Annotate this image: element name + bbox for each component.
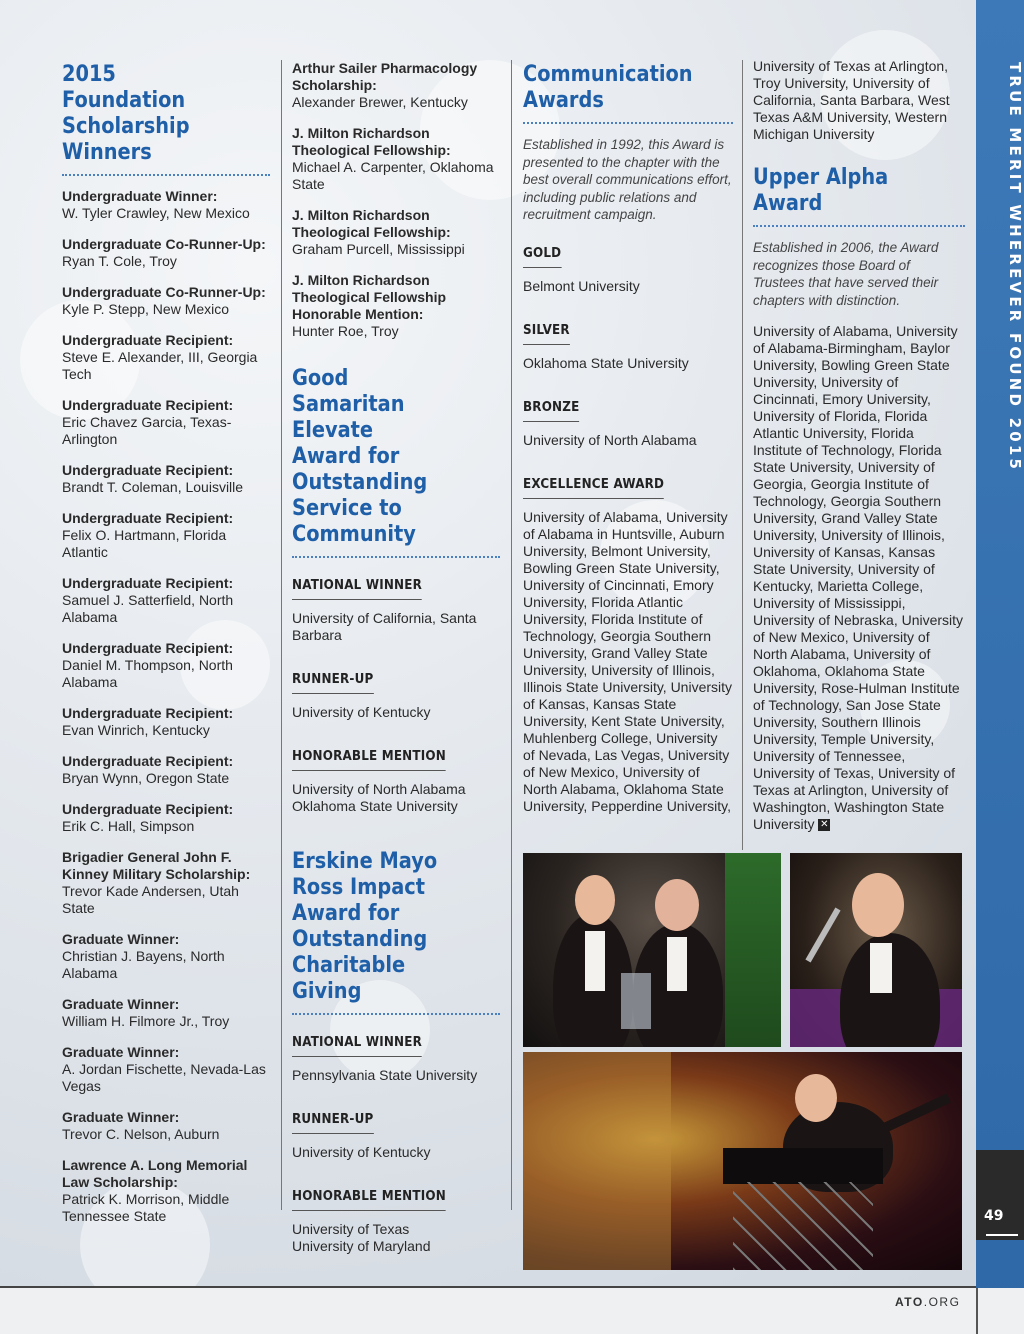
photo-trophy — [621, 973, 651, 1029]
list-item: Undergraduate Recipient: Bryan Wynn, Oregon State — [62, 753, 234, 786]
excellence-value: University of Alabama, University of Alabama in Huntsville, Auburn University, Belmont University, Bowling Green State University, University of Cincinnati, Emory University, Florida Atlantic University, Florida Institute of Technology, Georgia Southern University, Grand Valley State University, University of Illinois, Illinois State University, University of Kansas, Kansas State University, Kent State University, Muhlenberg College, University of Nevada, Las Vegas, University of New Mexico, University of North Alabama, Oklahoma State University, Pepperdine University, — [523, 508, 733, 814]
footer-divider-vertical — [976, 1288, 978, 1334]
list-item: Undergraduate Recipient: Eric Chavez Garcia, Texas-Arlington — [62, 397, 234, 447]
list-item: J. Milton Richardson Theological Fellowship: Michael A. Carpenter, Oklahoma State — [292, 125, 494, 192]
heading-divider — [62, 174, 270, 176]
national-winner-label: NATIONAL WINNER — [292, 578, 422, 600]
ato-end-mark-icon: ✕ — [820, 819, 829, 831]
photo-face — [655, 879, 699, 931]
heading-divider — [523, 122, 733, 124]
list-item: Undergraduate Recipient: Steve E. Alexander, III, Georgia Tech — [62, 332, 258, 382]
upper-alpha-intro: Established in 2006, the Award recognizes those Board of Trustees that have served their chapters with distinction. — [753, 240, 939, 308]
footer-brand — [895, 1295, 960, 1309]
sidebar-page-block — [976, 1150, 1024, 1240]
national-winner-label: NATIONAL WINNER — [292, 1035, 422, 1057]
photo-shirt — [870, 943, 892, 993]
honorable-mention-label: HONORABLE MENTION — [292, 749, 446, 771]
national-winner-value: Pennsylvania State University — [292, 1067, 478, 1083]
honorable-mention-value: University of Maryland — [292, 1238, 431, 1254]
scholarship-list — [62, 188, 270, 1225]
column-communication — [523, 58, 733, 815]
honorable-mention-value: University of Texas — [292, 1221, 410, 1237]
list-item: Brigadier General John F. Kinney Military Scholarship: Trevor Kade Andersen, Utah State — [62, 849, 251, 916]
column-divider — [511, 60, 512, 1210]
list-item: Graduate Winner: A. Jordan Fischette, Nevada-Las Vegas — [62, 1044, 266, 1094]
column-divider — [742, 60, 743, 850]
list-item: Undergraduate Winner: W. Tyler Crawley, New Mexico — [62, 188, 250, 221]
photo-color-band — [725, 853, 781, 1047]
national-winner-value: University of California, Santa Barbara — [292, 610, 477, 643]
communication-heading: Communication Awards — [523, 62, 693, 113]
list-item: Undergraduate Recipient: Samuel J. Satterfield, North Alabama — [62, 575, 234, 625]
photo-truss — [733, 1182, 873, 1270]
runner-up-label: RUNNER-UP — [292, 1112, 373, 1134]
list-item: J. Milton Richardson Theological Fellowship: Graham Purcell, Mississippi — [292, 207, 465, 257]
upper-alpha-list — [753, 323, 965, 833]
footer-brand-rest: .ORG — [923, 1295, 961, 1309]
heading-divider — [753, 225, 965, 227]
gold-value: Belmont University — [523, 277, 640, 294]
column-divider — [281, 60, 282, 1210]
excellence-label: EXCELLENCE AWARD — [523, 477, 664, 499]
sidebar-title: TRUE MERIT WHEREVER FOUND 2015 — [1006, 62, 1024, 473]
bronze-value: University of North Alabama — [523, 431, 697, 448]
list-item: Undergraduate Recipient: Brandt T. Coleman, Louisville — [62, 462, 244, 495]
column-scholarship — [62, 58, 270, 1239]
list-item: Graduate Winner: Trevor C. Nelson, Auburn — [62, 1109, 220, 1142]
photo-shirt — [667, 937, 687, 991]
scholarship-heading: 2015 Foundation Scholarship Winners — [62, 62, 190, 165]
photo-microphone — [805, 908, 840, 963]
excellence-continued: University of Texas at Arlington, Troy University, University of California, Santa Barbara, West Texas A&M University, Western Michigan University — [753, 58, 950, 142]
good-samaritan-heading: Good Samaritan Elevate Award for Outstanding Service to Community — [292, 366, 428, 547]
footer-brand-bold: ATO — [895, 1295, 924, 1309]
list-item: Undergraduate Recipient: Felix O. Hartmann, Florida Atlantic — [62, 510, 234, 560]
list-item: Graduate Winner: Christian J. Bayens, North Alabama — [62, 931, 225, 981]
silver-label: SILVER — [523, 323, 570, 345]
photo-podium — [723, 1148, 883, 1184]
photo-face — [852, 873, 904, 937]
column-awards-1 — [292, 60, 500, 1255]
page-number-underline — [986, 1234, 1018, 1236]
heading-divider — [292, 1013, 500, 1015]
list-item: Lawrence A. Long Memorial Law Scholarship: Patrick K. Morrison, Middle Tennessee State — [62, 1157, 248, 1224]
runner-up-label: RUNNER-UP — [292, 672, 373, 694]
bronze-label: BRONZE — [523, 400, 579, 422]
heading-divider — [292, 556, 500, 558]
upper-alpha-list-text: University of Alabama, University of Alabama-Birmingham, Baylor University, Bowling Green State University, University of Cincinnati, Emory University, University of Florida, Florida Atlantic University, Florida Institute of Technology, Florida State University, University of Georgia, Georgia Institute of Technology, Georgia Southern University, Grand Valley State University, University of Illinois, University of Kansas, Kansas State University, University of Kentucky, Marietta College, University of Mississippi, University of Nebraska, University of New Mexico, University of North Alabama, University of Oklahoma, Oklahoma State University, Rose-Hulman Institute of Technology, San Jose State University, Southern Illinois University, Temple University, University of Tennessee, University of Texas, University of Texas at Arlington, University of Washington, Washington State University — [753, 323, 964, 832]
silver-value: Oklahoma State University — [523, 354, 689, 371]
communication-intro: Established in 1992, this Award is presented to the chapter with the best overall communications effort, including public relations and recruitment campaign. — [523, 137, 732, 222]
photo-award-presentation — [523, 853, 781, 1047]
runner-up-value: University of Kentucky — [292, 704, 431, 720]
photo-color-band — [523, 1052, 671, 1270]
list-item: Arthur Sailer Pharmacology Scholarship: Alexander Brewer, Kentucky — [292, 60, 478, 110]
photo-podium-speaker — [523, 1052, 962, 1270]
photo-face — [795, 1074, 837, 1122]
list-item: J. Milton Richardson Theological Fellowship Honorable Mention: Hunter Roe, Troy — [292, 272, 447, 339]
honorable-mention-value: Oklahoma State University — [292, 798, 458, 814]
column-upper-alpha — [753, 58, 965, 833]
list-item: Undergraduate Recipient: Daniel M. Thompson, North Alabama — [62, 640, 234, 690]
photo-face — [575, 875, 615, 925]
photo-speaker — [790, 853, 962, 1047]
honorable-mention-value: University of North Alabama — [292, 781, 466, 797]
list-item: Graduate Winner: William H. Filmore Jr., Troy — [62, 996, 230, 1029]
runner-up-value: University of Kentucky — [292, 1144, 431, 1160]
honorable-mention-label: HONORABLE MENTION — [292, 1189, 446, 1211]
list-item: Undergraduate Co-Runner-Up: Kyle P. Stepp, New Mexico — [62, 284, 266, 317]
page-number: 49 — [984, 1208, 1004, 1224]
footer — [0, 1288, 1024, 1334]
list-item: Undergraduate Co-Runner-Up: Ryan T. Cole, Troy — [62, 236, 266, 269]
photo-shirt — [585, 931, 605, 991]
list-item: Undergraduate Recipient: Evan Winrich, Kentucky — [62, 705, 234, 738]
erskine-heading: Erskine Mayo Ross Impact Award for Outstanding Charitable Giving — [292, 849, 438, 1004]
upper-alpha-heading: Upper Alpha Award — [753, 165, 889, 216]
gold-label: GOLD — [523, 246, 561, 268]
list-item: Undergraduate Recipient: Erik C. Hall, Simpson — [62, 801, 234, 834]
